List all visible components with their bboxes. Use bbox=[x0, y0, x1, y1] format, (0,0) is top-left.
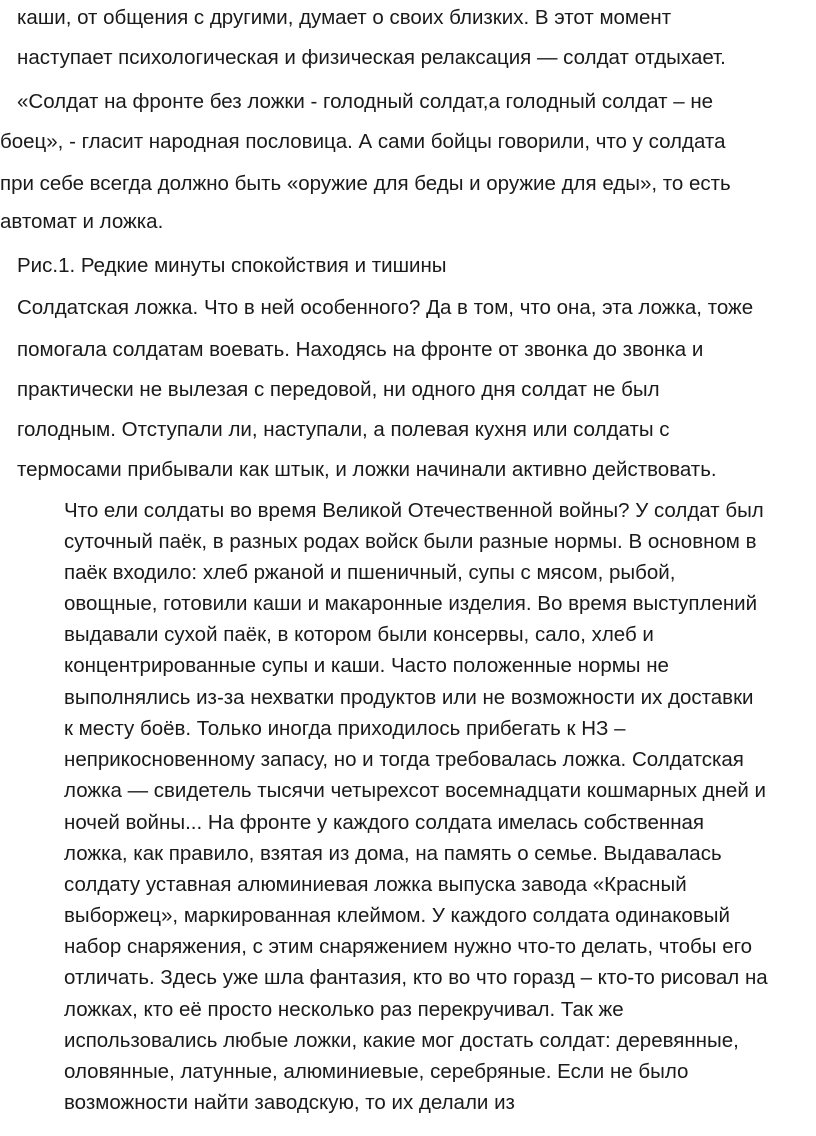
text-line: ложка, как правило, взятая из дома, на память о семье. Выдавалась bbox=[64, 842, 722, 865]
text-line: овощные, готовили каши и макаронные изделия. Во время выступлений bbox=[64, 592, 758, 615]
text-line: каши, от общения с другими, думает о своих близких. В этот момент bbox=[17, 6, 672, 29]
text-line: неприкосновенному запасу, но и тогда требовалась ложка. Солдатская bbox=[64, 748, 744, 771]
text-line: ложках, кто её просто несколько раз перекручивал. Так же bbox=[64, 998, 624, 1021]
text-line: Что ели солдаты во время Великой Отечественной войны? У солдат был bbox=[64, 499, 764, 522]
text-line: «Солдат на фронте без ложки - голодный солдат,а голодный солдат – не bbox=[17, 90, 714, 113]
text-line: помогала солдатам воевать. Находясь на фронте от звонка до звонка и bbox=[17, 338, 704, 361]
text-line: термосами прибывали как штык, и ложки начинали активно действовать. bbox=[17, 458, 717, 481]
figure-caption: Рис.1. Редкие минуты спокойствия и тишины bbox=[17, 254, 447, 277]
text-line: голодным. Отступали ли, наступали, а полевая кухня или солдаты с bbox=[17, 418, 670, 441]
text-line: боец», - гласит народная пословица. А сами бойцы говорили, что у солдата bbox=[0, 130, 726, 153]
text-line: ночей войны... На фронте у каждого солдата имелась собственная bbox=[64, 811, 705, 834]
text-line: при себе всегда должно быть «оружие для беды и оружие для еды», то есть bbox=[0, 172, 731, 195]
text-line: суточный паёк, в разных родах войск были разные нормы. В основном в bbox=[64, 530, 757, 553]
text-line: набор снаряжения, с этим снаряжением нужно что-то делать, чтобы его bbox=[64, 935, 753, 958]
text-line: паёк входило: хлеб ржаной и пшеничный, супы с мясом, рыбой, bbox=[64, 561, 676, 584]
text-line: выборжец», маркированная клеймом. У каждого солдата одинаковый bbox=[64, 904, 730, 927]
text-line: практически не вылезая с передовой, ни одного дня солдат не был bbox=[17, 378, 660, 401]
text-line: ложка — свидетель тысячи четырехсот восемнадцати кошмарных дней и bbox=[64, 779, 766, 802]
text-line: к месту боёв. Только иногда приходилось прибегать к НЗ – bbox=[64, 717, 626, 740]
text-line: Солдатская ложка. Что в ней особенного? Да в том, что она, эта ложка, тоже bbox=[17, 296, 754, 319]
text-line: автомат и ложка. bbox=[0, 210, 164, 233]
text-line: отличать. Здесь уже шла фантазия, кто во что горазд – кто-то рисовал на bbox=[64, 966, 768, 989]
text-line: выдавали сухой паёк, в котором были консервы, сало, хлеб и bbox=[64, 623, 654, 646]
text-line: использовались любые ложки, какие мог достать солдат: деревянные, bbox=[64, 1029, 739, 1052]
text-line: солдату уставная алюминиевая ложка выпуска завода «Красный bbox=[64, 873, 687, 896]
text-line: концентрированные супы и каши. Часто положенные нормы не bbox=[64, 654, 669, 677]
text-line: наступает психологическая и физическая релаксация — солдат отдыхает. bbox=[17, 46, 726, 69]
text-line: оловянные, латунные, алюминиевые, серебряные. Если не было bbox=[64, 1060, 689, 1083]
text-line: выполнялись из-за нехватки продуктов или не возможности их доставки bbox=[64, 686, 754, 709]
text-line: возможности найти заводскую, то их делали из bbox=[64, 1091, 515, 1114]
